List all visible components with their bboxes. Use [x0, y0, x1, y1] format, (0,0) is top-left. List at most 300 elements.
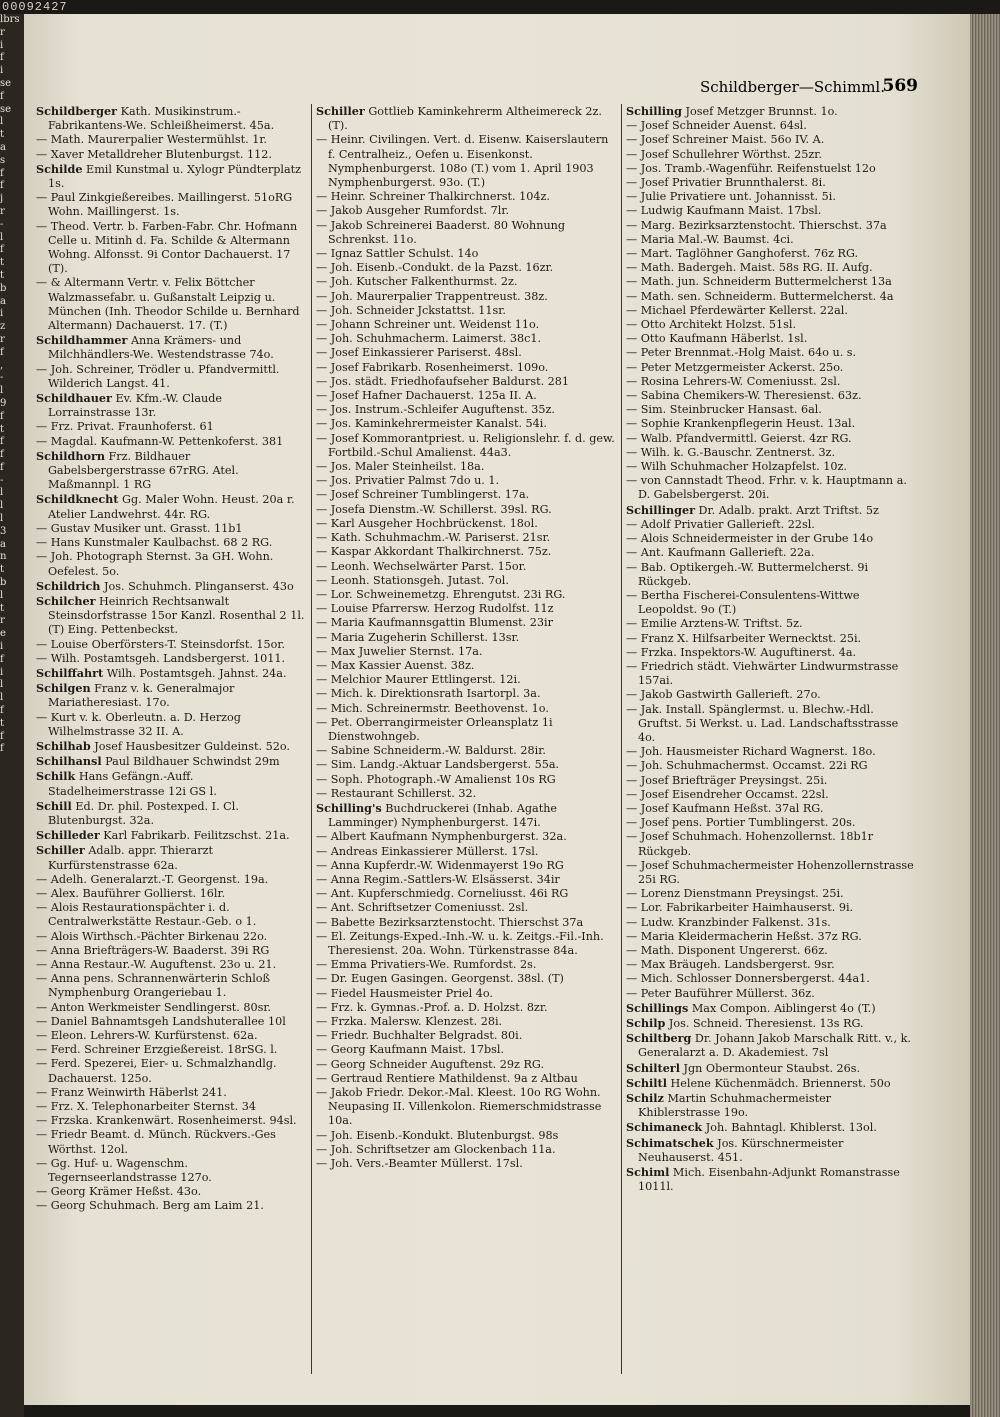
entry-surname: Schilffahrt [36, 665, 104, 680]
left-margin-fragment: s [0, 154, 6, 166]
entry-text: — von Cannstadt Theod. Frhr. v. k. Hauptmann a. D. Gabelsbergerst. 20i. [626, 474, 907, 502]
entry-text: — Bertha Fischerei-Consulentens-Wittwe Leopoldst. 9o (T.) [626, 588, 860, 617]
entry-text: Jos. Schneid. Theresienst. 13s RG. [665, 1017, 864, 1030]
directory-entry [626, 389, 916, 403]
directory-entry [316, 133, 618, 190]
directory-entry [316, 659, 618, 673]
left-margin-fragment: a [0, 538, 6, 550]
directory-entry [626, 802, 916, 816]
directory-entry [316, 560, 618, 574]
entry-text: — Andreas Einkassierer Müllerst. 17sl. [316, 844, 539, 858]
directory-entry [36, 1157, 308, 1185]
entry-text: — Jakob Friedr. Dekor.-Mal. Kleest. 10o RG Wohn. Neupasing II. Villenkolon. Riemerschmidstrasse 10a. [316, 1086, 602, 1128]
left-margin-fragment: l [0, 679, 4, 691]
entry-text: — Joh. Eisenb.-Condukt. de la Pazst. 16zr. [316, 261, 554, 275]
entry-surname: Schildrich [36, 578, 101, 593]
directory-entry [36, 333, 308, 362]
entry-text: Franz v. k. Generalmajor Mariatheresiast. 17o. [48, 682, 235, 710]
entry-text: — Restaurant Schillerst. 32. [316, 786, 477, 800]
entry-text: Adalb. appr. Thierarzt Kurfürstenstrasse 62a. [48, 844, 213, 872]
directory-entry [626, 930, 916, 944]
directory-entry [36, 449, 308, 493]
directory-entry [316, 1129, 618, 1143]
entry-text: — Maria Zugeherin Schillerst. 13sr. [316, 630, 520, 644]
left-margin-fragment: f [0, 180, 4, 192]
directory-entry [626, 332, 916, 346]
directory-entry [316, 574, 618, 588]
left-margin-fragment: r [0, 615, 5, 627]
entry-text: — Max Kassier Auenst. 38z. [316, 658, 475, 672]
entry-surname: Schilling's [316, 800, 382, 815]
directory-entry [36, 843, 308, 872]
left-margin-fragment: f [0, 346, 4, 358]
entry-text: — & Altermann Vertr. v. Felix Böttcher Walzmassefabr. u. Gußanstalt Leipzig u. München (Inh. Theodor Schilde u. Bernhard Altermann) Dachauerst. 17. (T.) [36, 276, 300, 333]
left-margin-fragment: r [0, 26, 5, 38]
directory-entry [316, 190, 618, 204]
entry-text: — El. Zeitungs-Exped.-Inh.-W. u. k. Zeitgs.-Fil.-Inh. Theresienst. 20a. Wohn. Türkenstrasse 84a. [316, 929, 604, 957]
entry-text: — Anna Kupferdr.-W. Widenmayerst 19o RG [316, 858, 564, 872]
entry-text: — Josef Privatier Brunnthalerst. 8i. [626, 176, 826, 190]
directory-entry [316, 787, 618, 801]
left-margin-fragment: l [0, 231, 4, 243]
directory-entry [316, 1001, 618, 1015]
entry-surname: Schildknecht [36, 492, 119, 507]
directory-entry [36, 148, 308, 162]
column-right [626, 104, 916, 1372]
directory-entry [36, 739, 308, 754]
directory-entry [626, 632, 916, 646]
directory-entry [316, 1015, 618, 1029]
entry-text: — Babette Bezirksarztenstocht. Thierschst 37a [316, 915, 584, 929]
column-middle [316, 104, 618, 1372]
left-margin-fragment: f [0, 410, 4, 422]
entry-text: — Anna Regim.-Sattlers-W. Elsässerst. 34ir [316, 872, 560, 886]
entry-text: — Jos. Tramb.-Wagenführ. Reifenstuelst 12o [626, 161, 876, 175]
entry-text: — Rosina Lehrers-W. Comeniusst. 2sl. [626, 374, 841, 388]
directory-entry [36, 104, 308, 133]
directory-entry [626, 759, 916, 773]
entry-text: — Lor. Schweinemetzg. Ehrengutst. 23i RG. [316, 587, 566, 601]
entry-text: — Joh. Hausmeister Richard Wagnerst. 18o. [626, 745, 876, 759]
directory-entry [626, 532, 916, 546]
directory-entry [626, 830, 916, 858]
entry-text: — Frzska. Krankenwärt. Rosenheimerst. 94sl. [36, 1114, 297, 1128]
entry-text: — Franz X. Hilfsarbeiter Wernecktst. 25i. [626, 631, 862, 645]
directory-entry [626, 646, 916, 660]
entry-text: — Maria Mal.-W. Baumst. 4ci. [626, 232, 794, 246]
directory-entry [626, 617, 916, 631]
directory-entry [316, 460, 618, 474]
directory-entry [36, 1057, 308, 1085]
entry-text: — Fiedel Hausmeister Priel 4o. [316, 986, 493, 1000]
directory-entry [626, 446, 916, 460]
entry-text: — Max Juwelier Sternst. 17a. [316, 644, 483, 658]
directory-entry [316, 987, 618, 1001]
directory-entry [316, 631, 618, 645]
directory-entry [36, 276, 308, 333]
left-margin-fragment: a [0, 295, 6, 307]
entry-text: Josef Metzger Brunnst. 1o. [681, 105, 838, 118]
entry-surname: Schillings [626, 1000, 689, 1015]
entry-text: — Josef Hafner Dachauerst. 125a II. A. [316, 389, 537, 403]
entry-text: Paul Bildhauer Schwindst 29m [101, 755, 280, 769]
left-margin-fragment: e [0, 628, 6, 640]
entry-text: — Adelh. Generalarzt.-T. Georgenst. 19a. [36, 872, 269, 886]
entry-text: — Alex. Bauführer Gollierst. 16lr. [36, 886, 226, 900]
left-margin-fragment: se [0, 103, 12, 115]
left-margin-fragment: l [0, 487, 4, 499]
entry-text: Jos. Kürschnermeister Neuhauserst. 451. [638, 1136, 844, 1164]
directory-entry [316, 645, 618, 659]
entry-text: — Ludw. Kranzbinder Falkenst. 31s. [626, 915, 831, 929]
entry-text: — Josef Fabrikarb. Rosenheimerst. 109o. [316, 360, 549, 374]
entry-text: — Frz. Privat. Fraunhoferst. 61 [36, 420, 214, 434]
directory-entry [626, 417, 916, 431]
entry-text: — Wilh. Postamtsgeh. Landsbergerst. 1011. [36, 651, 286, 665]
directory-entry [316, 488, 618, 502]
left-margin-fragment: l [0, 385, 4, 397]
left-margin-fragment: f [0, 743, 4, 755]
directory-entry [626, 318, 916, 332]
left-margin-fragment: i [0, 39, 4, 51]
directory-entry [316, 503, 618, 517]
left-margin-fragment: se [0, 77, 12, 89]
entry-text: — Emma Privatiers-We. Rumfordst. 2s. [316, 958, 537, 972]
directory-entry [316, 873, 618, 887]
entry-surname: Schilterl [626, 1060, 680, 1075]
left-margin-fragment: 9 [0, 397, 7, 409]
directory-entry [626, 1136, 916, 1165]
entry-text: — Mich. Schlosser Donnersbergerst. 44a1. [626, 972, 870, 986]
entry-text: Helene Küchenmädch. Briennerst. 50o [666, 1076, 891, 1090]
directory-entry [36, 666, 308, 681]
entry-text: — Friedr. Buchhalter Belgradst. 80i. [316, 1029, 523, 1043]
entry-text: — Josef Schneider Auenst. 64sl. [626, 119, 807, 133]
entry-surname: Schilling [626, 104, 682, 118]
entry-text: — Peter Brennmat.-Holg Maist. 64o u. s. [626, 346, 857, 360]
directory-entry [36, 873, 308, 887]
entry-text: — Math. jun. Schneiderm Buttermelcherst 13a [626, 275, 892, 289]
directory-entry [316, 758, 618, 772]
entry-text: — Kurt v. k. Oberleutn. a. D. Herzog Wilhelmstrasse 32 II. A. [36, 710, 241, 738]
entry-surname: Schiltberg [626, 1031, 692, 1046]
entry-surname: Schilhansl [36, 754, 102, 769]
directory-entry [36, 1029, 308, 1043]
directory-entry [36, 536, 308, 550]
directory-entry [626, 589, 916, 617]
left-margin-fragment: i [0, 666, 4, 678]
entry-text: — Sim. Landg.-Aktuar Landsbergerst. 55a. [316, 758, 560, 772]
directory-entry [316, 1157, 618, 1171]
entry-text: — Joh. Schuhmachermst. Occamst. 22i RG [626, 759, 868, 773]
directory-entry [316, 531, 618, 545]
directory-entry [626, 688, 916, 702]
directory-entry [626, 119, 916, 133]
directory-entry [316, 801, 618, 830]
entry-text: — Hans Kunstmaler Kaulbachst. 68 2 RG. [36, 536, 273, 550]
entry-text: — Wilh Schuhmacher Holzapfelst. 10z. [626, 460, 847, 474]
entry-text: — Joh. Kutscher Falkenthurmst. 2z. [316, 275, 518, 289]
directory-entry [626, 104, 916, 119]
entry-text: — Peter Metzgermeister Ackerst. 25o. [626, 360, 844, 374]
entry-text: — Louise Oberförsters-T. Steinsdorfst. 15or. [36, 637, 286, 651]
entry-text: — Joh. Schriftsetzer am Glockenbach 11a. [316, 1142, 556, 1156]
entry-text: — Jos. Privatier Palmst 7do u. 1. [316, 474, 500, 488]
directory-entry [316, 916, 618, 930]
entry-text: — Eleon. Lehrers-W. Kurfürstenst. 62a. [36, 1029, 258, 1042]
directory-entry [316, 887, 618, 901]
directory-entry [36, 901, 308, 929]
directory-entry [626, 1031, 916, 1060]
directory-entry [36, 1128, 308, 1156]
directory-entry [316, 930, 618, 958]
entry-text: Heinrich Rechtsanwalt Steinsdorfstrasse 15or Kanzl. Rosenthal 2 1l. (T) Eing. Pettenbeckst. [48, 594, 305, 637]
directory-entry [316, 859, 618, 873]
entry-surname: Schildberger [36, 104, 118, 118]
column-left [36, 104, 308, 1372]
directory-entry [626, 204, 916, 218]
left-margin-fragment: i [0, 65, 4, 77]
entry-text: Joh. Bahntagl. Khiblerst. 13ol. [702, 1121, 877, 1135]
directory-entry [626, 660, 916, 688]
entry-text: — Math. sen. Schneiderm. Buttermelcherst. 4a [626, 289, 894, 303]
entry-text: — Joh. Schneider Jckstattst. 11sr. [316, 303, 506, 317]
directory-entry [626, 1001, 916, 1016]
entry-text: — Alois Restaurationspächter i. d. Centralwerkstätte Restaur.-Geb. o 1. [36, 901, 257, 929]
entry-text: — Otto Kaufmann Häberlst. 1sl. [626, 332, 808, 346]
directory-entry [626, 944, 916, 958]
directory-entry [36, 799, 308, 828]
entry-text: — Max Bräugeh. Landsbergerst. 9sr. [626, 958, 835, 972]
directory-entry [626, 1091, 916, 1120]
entry-text: — Magdal. Kaufmann-W. Pettenkoferst. 381 [36, 434, 284, 448]
directory-entry [316, 361, 618, 375]
directory-entry [316, 204, 618, 218]
left-margin-fragment: j [0, 193, 4, 205]
directory-entry [626, 887, 916, 901]
left-margin-fragment: t [0, 602, 5, 614]
directory-entry [316, 958, 618, 972]
entry-surname: Schilk [36, 769, 76, 784]
directory-entry [316, 545, 618, 559]
directory-entry [36, 1114, 308, 1128]
directory-entry [36, 1086, 308, 1100]
entry-text: — Mart. Taglöhner Ganghoferst. 76z RG. [626, 247, 859, 261]
left-margin-fragment: f [0, 730, 4, 742]
directory-entry [626, 518, 916, 532]
directory-entry [316, 247, 618, 261]
entry-text: — Frz. k. Gymnas.-Prof. a. D. Holzst. 8zr. [316, 1000, 548, 1014]
entry-text: — Michael Pferdewärter Kellerst. 22al. [626, 303, 848, 317]
entry-text: — Friedr Beamt. d. Münch. Rückvers.-Ges Wörthst. 12ol. [36, 1128, 276, 1156]
entry-text: — Gertraud Rentiere Mathildenst. 9a z Altbau [316, 1071, 578, 1085]
directory-entry [626, 346, 916, 360]
directory-entry [626, 546, 916, 560]
entry-text: — Sim. Steinbrucker Hansast. 6al. [626, 403, 822, 417]
entry-text: — Gustav Musiker unt. Grasst. 11b1 [36, 521, 243, 535]
directory-entry [36, 435, 308, 449]
entry-text: — Math. Disponent Ungererst. 66z. [626, 943, 828, 957]
directory-entry [626, 972, 916, 986]
entry-surname: Schimaneck [626, 1120, 703, 1135]
left-margin-fragment: i [0, 641, 4, 653]
page-header [700, 78, 918, 100]
directory-entry [626, 190, 916, 204]
directory-entry [316, 972, 618, 986]
directory-entry [316, 417, 618, 431]
directory-entry [316, 304, 618, 318]
entry-text: — Jos. städt. Friedhofaufseher Baldurst. 281 [316, 374, 570, 388]
entry-text: Hans Gefängn.-Auff. Stadelheimerstrasse 12i GS l. [48, 770, 217, 798]
directory-entry [316, 389, 618, 403]
entry-text: — Josef Schullehrer Wörthst. 25zr. [626, 147, 822, 161]
directory-entry [36, 579, 308, 594]
directory-entry [626, 774, 916, 788]
entry-text: — Anna Briefträgers-W. Baaderst. 39i RG [36, 943, 270, 957]
directory-entry [36, 1015, 308, 1029]
entry-text: — Maria Kaufmannsgattin Blumenst. 23ir [316, 616, 553, 630]
left-margin-fragment: l [0, 116, 4, 128]
left-margin-fragment: r [0, 205, 5, 217]
entry-text: — Kath. Schuhmachm.-W. Pariserst. 21sr. [316, 531, 551, 545]
entry-text: — Ignaz Sattler Schulst. 14o [316, 247, 479, 261]
entry-text: — Math. Maurerpalier Westermühlst. 1r. [36, 133, 267, 147]
left-margin-fragment: f [0, 705, 4, 717]
entry-text: — Lorenz Dienstmann Preysingst. 25i. [626, 887, 844, 901]
left-margin-fragment: - [0, 218, 4, 230]
entry-text: — Joh. Eisenb.-Kondukt. Blutenburgst. 98s [316, 1128, 559, 1142]
left-margin-fragment: f [0, 653, 4, 665]
directory-entry [36, 1199, 308, 1213]
left-margin-fragment: t [0, 257, 5, 269]
entry-text: Martin Schuhmachermeister Khiblerstrasse 19o. [638, 1092, 832, 1120]
entry-text: — Josef Einkassierer Pariserst. 48sl. [316, 346, 522, 360]
left-margin-fragment: i [0, 308, 4, 320]
directory-entry [316, 1086, 618, 1129]
entry-surname: Schiltl [626, 1075, 667, 1090]
directory-entry [316, 773, 618, 787]
entry-text: — Jakob Schreinerei Baaderst. 80 Wohnung Schrenkst. 11o. [316, 218, 566, 246]
directory-entry [36, 887, 308, 901]
entry-text: — Peter Bauführer Müllerst. 36z. [626, 986, 815, 1000]
entry-text: — Heinr. Schreiner Thalkirchnerst. 104z. [316, 190, 550, 204]
entry-surname: Schilde [36, 161, 83, 176]
directory-entry [316, 602, 618, 616]
running-head: Schildberger—Schimml. [700, 78, 885, 96]
entry-text: — Josef pens. Portier Tumblingerst. 20s. [626, 816, 856, 830]
directory-entry [36, 972, 308, 1000]
entry-text: Max Compon. Aiblingerst 4o (T.) [688, 1001, 876, 1015]
entry-text: — Josef Schuhmach. Hohenzollernst. 18b1r Rückgeb. [626, 830, 874, 858]
directory-entry [316, 1058, 618, 1072]
entry-text: — Ant. Kaufmann Gallerieft. 22a. [626, 546, 815, 560]
entry-text: Mich. Eisenbahn-Adjunkt Romanstrasse 1011l. [638, 1166, 900, 1194]
directory-entry [36, 1100, 308, 1114]
entry-text: — Ant. Kupferschmiedg. Corneliusst. 46i RG [316, 887, 569, 901]
directory-entry [316, 716, 618, 744]
directory-entry [316, 1029, 618, 1043]
directory-entry [626, 788, 916, 802]
directory-entry [316, 275, 618, 289]
directory-entry [316, 1072, 618, 1086]
entry-text: — Josef Kaufmann Heßst. 37al RG. [626, 801, 824, 815]
entry-text: — Josef Eisendreher Occamst. 22sl. [626, 787, 829, 801]
entry-text: Josef Hausbesitzer Guldeinst. 52o. [90, 739, 290, 753]
entry-text: — Joh. Schuhmacherm. Laimerst. 38c1. [316, 332, 542, 346]
entry-text: — Emilie Arztens-W. Triftst. 5z. [626, 617, 803, 631]
entry-text: — Albert Kaufmann Nymphenburgerst. 32a. [316, 830, 567, 844]
entry-text: — Sabine Schneiderm.-W. Baldurst. 28ir. [316, 744, 546, 758]
directory-entry [626, 1165, 916, 1194]
directory-entry [316, 290, 618, 304]
left-margin-fragment: r [0, 333, 5, 345]
directory-entry [626, 162, 916, 176]
directory-entry [36, 711, 308, 739]
directory-entry [626, 1076, 916, 1091]
directory-entry [626, 403, 916, 417]
entry-text: — Math. Badergeh. Maist. 58s RG. II. Aufg. [626, 261, 873, 275]
entry-text: — Otto Architekt Holzst. 51sl. [626, 318, 797, 332]
entry-text: Emil Kunstmal u. Xylogr Pündterplatz 1s. [48, 162, 302, 191]
directory-entry [36, 681, 308, 710]
entry-text: — Josef Schreiner Maist. 56o IV. A. [626, 133, 825, 147]
entry-text: — Jos. Kaminkehrermeister Kanalst. 54i. [316, 417, 547, 431]
directory-entry [36, 769, 308, 798]
directory-entry [626, 745, 916, 759]
entry-text: — Ant. Schriftsetzer Comeniusst. 2sl. [316, 901, 529, 915]
left-margin-fragment: f [0, 167, 4, 179]
left-margin-fragment: t [0, 423, 5, 435]
left-margin-fragment: lbrs [0, 14, 20, 25]
directory-entry [36, 652, 308, 666]
entry-text: — Joh. Vers.-Beamter Müllerst. 17sl. [316, 1157, 523, 1171]
left-margin-fragment: f [0, 90, 4, 102]
entry-surname: Schiller [36, 843, 85, 858]
entry-text: — Pet. Oberrangirmeister Orleansplatz 1i Dienstwohngeb. [316, 715, 553, 743]
left-margin-fragment: t [0, 129, 5, 141]
entry-surname: Schimatschek [626, 1135, 714, 1150]
directory-entry [626, 304, 916, 318]
directory-entry [316, 332, 618, 346]
entry-text: Karl Fabrikarb. Feilitzschst. 21a. [99, 829, 290, 843]
entry-text: — Josef Schuhmachermeister Hohenzollernstrasse 25i RG. [626, 858, 914, 886]
entry-text: — Alois Schneidermeister in der Grube 14o [626, 532, 874, 546]
entry-text: — Anton Werkmeister Sendlingerst. 80sr. [36, 1000, 272, 1014]
directory-entry [316, 687, 618, 701]
left-margin-fragment: - [0, 372, 4, 384]
entry-text: Dr. Adalb. prakt. Arzt Triftst. 5z [695, 503, 879, 517]
directory-entry [626, 261, 916, 275]
directory-entry [626, 375, 916, 389]
directory-entry [36, 638, 308, 652]
left-margin-fragment: l [0, 589, 4, 601]
entry-text: — Bab. Optikergeh.-W. Buttermelcherst. 9i Rückgeb. [626, 560, 869, 588]
entry-text: — Anna Restaur.-W. Auguftenst. 23o u. 21. [36, 957, 277, 971]
entry-surname: Schilcher [36, 593, 96, 608]
entry-text: — Jos. Instrum.-Schleifer Auguftenst. 35z. [316, 403, 555, 417]
entry-text: — Anna pens. Schrannenwärterin Schloß Nymphenburg Orangeriebau 1. [36, 972, 271, 1000]
entry-text: — Leonh. Wechselwärter Parst. 15or. [316, 559, 527, 573]
left-margin-fragment: b [0, 282, 7, 294]
directory-entry [626, 987, 916, 1001]
entry-text: — Johann Schreiner unt. Weidenst 11o. [316, 318, 540, 332]
directory-entry [36, 930, 308, 944]
entry-text: — Kaspar Akkordant Thalkirchnerst. 75z. [316, 545, 552, 559]
directory-entry [626, 361, 916, 375]
directory-entry [316, 261, 618, 275]
entry-text: — Georg Kaufmann Maist. 17bsl. [316, 1043, 505, 1057]
directory-entry [626, 901, 916, 915]
